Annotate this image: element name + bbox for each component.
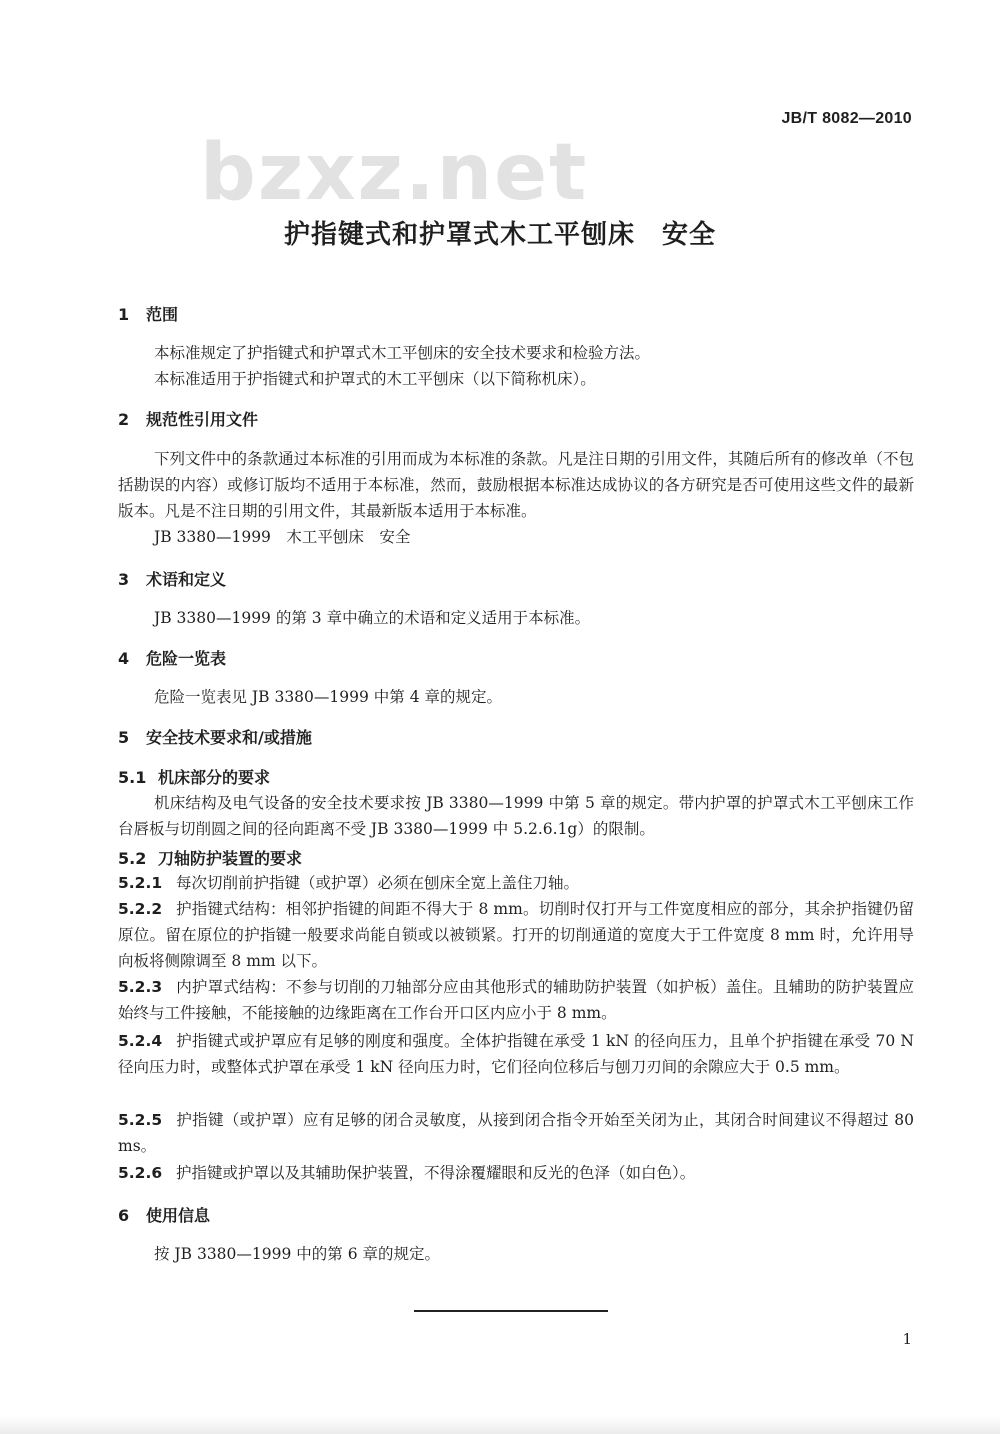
- clause-text: 护指键式或护罩应有足够的刚度和强度。全体护指键在承受 1 kN 的径向压力，且单个护指键在承受 70 N 径向压力时，或整体式护罩在承受 1 kN 径向压力时，它们径向位移后与刨刀刃间的余隙应大于 0.5 mm。: [118, 1032, 914, 1076]
- section-3-paragraph-1: JB 3380—1999 的第 3 章中确立的术语和定义适用于本标准。: [154, 609, 591, 627]
- section-number: 5: [118, 728, 130, 747]
- subsection-title: 机床部分的要求: [158, 768, 271, 787]
- section-title: 规范性引用文件: [146, 410, 259, 429]
- clause-5-2-5: [118, 1107, 914, 1159]
- clause-5-2-2: [118, 896, 914, 974]
- clause-number: 5.2.3: [118, 978, 163, 996]
- clause-number: 5.2.5: [118, 1111, 163, 1129]
- section-6-paragraph-1: 按 JB 3380—1999 中的第 6 章的规定。: [154, 1245, 440, 1263]
- clause-number: 5.2.2: [118, 900, 163, 918]
- subsection-5-1-paragraph: 机床结构及电气设备的安全技术要求按 JB 3380—1999 中第 5 章的规定。带内护罩的护罩式木工平刨床工作台唇板与切削圆之间的径向距离不受 JB 3380—1999 中 5.2.6.1g）的限制。: [118, 794, 914, 838]
- section-number: 6: [118, 1206, 130, 1225]
- section-1-heading: [118, 302, 178, 325]
- clause-number: 5.2.6: [118, 1164, 163, 1182]
- section-1-paragraph-2: 本标准适用于护指键式和护罩式的木工平刨床（以下简称机床）。: [154, 370, 596, 388]
- section-number: 1: [118, 305, 130, 324]
- section-2-reference: JB 3380—1999 木工平刨床 安全: [154, 528, 411, 546]
- section-title: 使用信息: [146, 1206, 211, 1225]
- section-number: 3: [118, 570, 130, 589]
- clause-5-2-4: [118, 1028, 914, 1080]
- clause-text: 护指键式结构：相邻护指键的间距不得大于 8 mm。切削时仅打开与工件宽度相应的部分，其余护指键仍留原位。留在原位的护指键一般要求尚能自锁或以被锁紧。打开的切削通道的宽度大于工件宽度 8 mm 时，允许用导向板将侧隙调至 8 mm 以下。: [118, 900, 914, 970]
- section-title: 安全技术要求和/或措施: [146, 728, 312, 747]
- section-number: 2: [118, 410, 130, 429]
- watermark-logo: bzxz.net: [200, 128, 589, 218]
- subsection-5-2-heading: [118, 846, 302, 869]
- subsection-title: 刀轴防护装置的要求: [158, 849, 303, 868]
- clause-text: 护指键（或护罩）应有足够的闭合灵敏度，从接到闭合指令开始至关闭为止，其闭合时间建议不得超过 80 ms。: [118, 1111, 914, 1155]
- standard-number: JB/T 8082—2010: [781, 110, 912, 127]
- clause-5-2-3: [118, 974, 914, 1026]
- document-title: 护指键式和护罩式木工平刨床 安全: [283, 220, 716, 250]
- section-1-paragraph-1: 本标准规定了护指键式和护罩式木工平刨床的安全技术要求和检验方法。: [154, 344, 651, 362]
- end-rule: [414, 1310, 608, 1312]
- page-number: 1: [902, 1330, 912, 1348]
- section-title: 危险一览表: [146, 649, 227, 668]
- section-title: 术语和定义: [146, 570, 227, 589]
- section-title: 范围: [146, 305, 179, 324]
- section-4-heading: [118, 646, 226, 669]
- section-4-paragraph-1: 危险一览表见 JB 3380—1999 中第 4 章的规定。: [154, 688, 502, 706]
- clause-5-2-1: [118, 870, 914, 896]
- section-2-paragraph-1: 下列文件中的条款通过本标准的引用而成为本标准的条款。凡是注日期的引用文件，其随后所有的修改单（不包括勘误的内容）或修订版均不适用于本标准，然而，鼓励根据本标准达成协议的各方研究是否可使用这些文件的最新版本。凡是不注日期的引用文件，其最新版本适用于本标准。: [118, 450, 914, 520]
- section-2-heading: [118, 407, 258, 430]
- subsection-number: 5.2: [118, 849, 147, 868]
- clause-5-2-6: [118, 1160, 914, 1186]
- bottom-shadow: [0, 1416, 1000, 1434]
- clause-text: 每次切削前护指键（或护罩）必须在刨床全宽上盖住刀轴。: [176, 874, 580, 892]
- section-6-heading: [118, 1203, 210, 1226]
- clause-number: 5.2.1: [118, 874, 163, 892]
- section-5-heading: [118, 725, 312, 748]
- subsection-number: 5.1: [118, 768, 147, 787]
- clause-text: 护指键或护罩以及其辅助保护装置，不得涂覆耀眼和反光的色泽（如白色）。: [176, 1164, 696, 1182]
- clause-number: 5.2.4: [118, 1032, 163, 1050]
- clause-text: 内护罩式结构：不参与切削的刀轴部分应由其他形式的辅助防护装置（如护板）盖住。且辅助的防护装置应始终与工件接触，不能接触的边缘距离在工作台开口区内应小于 8 mm。: [118, 978, 914, 1022]
- subsection-5-1-heading: [118, 765, 270, 788]
- section-number: 4: [118, 649, 130, 668]
- section-3-heading: [118, 567, 226, 590]
